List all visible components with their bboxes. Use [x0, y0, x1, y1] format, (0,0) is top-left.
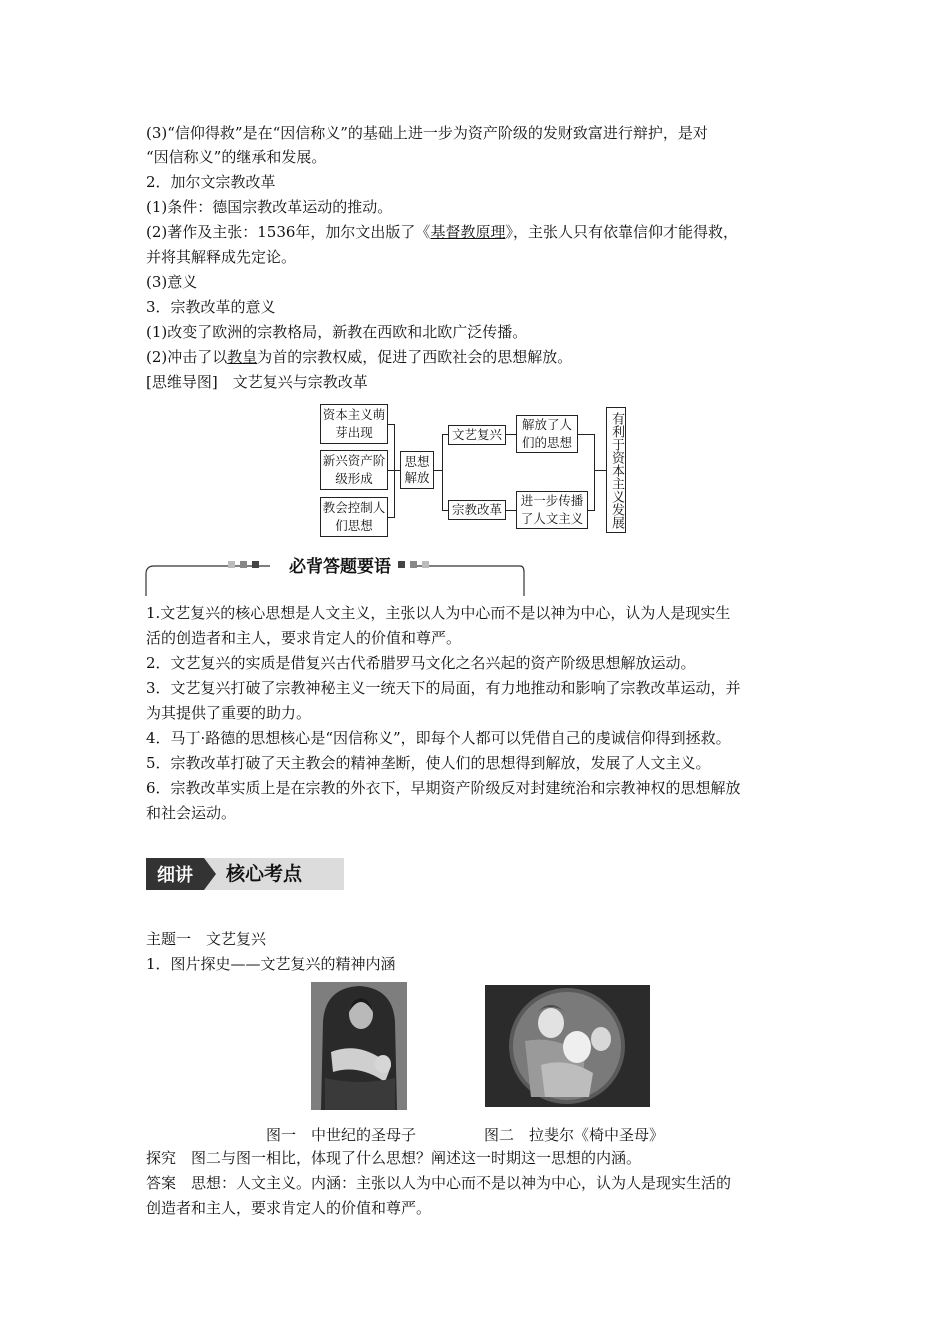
mindmap-reformation-box: 宗教改革 [448, 500, 506, 520]
text-line: 并将其解释成先定论。 [146, 248, 297, 266]
pope-prefix: (2)冲击了以 [146, 348, 228, 366]
caption-figure-2: 图二 拉斐尔《椅中圣母》 [484, 1126, 665, 1144]
text-line: (3)“信仰得救”是在“因信称义”的基础上进一步为资产阶级的发财致富进行辩护，是对 [146, 124, 708, 142]
pope-line [146, 346, 572, 368]
key-point-line: 活的创造者和主人，要求肯定人的价值和尊严。 [146, 629, 462, 647]
mindmap-renaissance-box: 文艺复兴 [448, 425, 506, 445]
answer-line: 创造者和主人，要求肯定人的价值和尊严。 [146, 1199, 432, 1217]
connector [578, 434, 594, 435]
text-line: “因信称义”的继承和发展。 [146, 148, 327, 166]
raphael-madonna-image [485, 985, 650, 1107]
connector [434, 470, 442, 471]
connector [394, 424, 395, 518]
key-point-line: 4．马丁·路德的思想核心是“因信称义”，即每个人都可以凭借自己的虔诚信仰得到拯救。 [146, 729, 731, 747]
medieval-madonna-image [311, 982, 407, 1110]
connector [442, 434, 443, 510]
mindmap-result-bottom: 进一步传播了人文主义 [516, 491, 588, 529]
calvin-book-title: 基督教原理 [430, 223, 506, 241]
banner-square [410, 561, 417, 568]
text-line: (1)条件：德国宗教改革运动的推动。 [146, 198, 393, 216]
key-point-line: 2．文艺复兴的实质是借复兴古代希腊罗马文化之名兴起的资产阶级思想解放运动。 [146, 654, 696, 672]
key-point-line: 和社会运动。 [146, 804, 237, 822]
pope-suffix: 为首的宗教权威，促进了西欧社会的思想解放。 [257, 348, 573, 366]
banner-square [228, 561, 235, 568]
text-line: 3．宗教改革的意义 [146, 298, 276, 316]
section-title: 核心考点 [226, 863, 303, 885]
banner-square [240, 561, 247, 568]
pope-word: 教皇 [227, 348, 258, 366]
calvin-suffix: 》，主张人只有依靠信仰才能得救， [505, 223, 738, 241]
banner-square [252, 561, 259, 568]
key-point-line: 1.文艺复兴的核心思想是人文主义，主张以人为中心而不是以神为中心，认为人是现实生 [146, 604, 731, 622]
connector [506, 434, 516, 435]
mindmap-center-box: 思想解放 [400, 451, 434, 489]
mindmap-heading: [思维导图] 文艺复兴与宗教改革 [146, 373, 368, 391]
section-arrow-icon [204, 858, 216, 890]
key-point-line: 5．宗教改革打破了天主教会的精神垄断，使人们的思想得到解放，发展了人文主义。 [146, 754, 711, 772]
banner-square [422, 561, 429, 568]
topic-heading: 主题一 文艺复兴 [146, 930, 267, 948]
inquiry-question: 探究 图二与图一相比，体现了什么思想？阐述这一时期这一思想的内涵。 [146, 1149, 642, 1167]
mindmap-box-capitalism: 资本主义萌芽出现 [320, 404, 388, 444]
calvin-work-line [146, 221, 738, 243]
text-line: 2．加尔文宗教改革 [146, 173, 276, 191]
key-point-line: 为其提供了重要的助力。 [146, 704, 312, 722]
text-line: (1)改变了欧洲的宗教格局，新教在西欧和北欧广泛传播。 [146, 323, 528, 341]
mindmap-final-box: 有利于资本主义发展 [606, 407, 626, 533]
banner-title: 必背答题要语 [270, 552, 410, 577]
section-tag: 细讲 [146, 858, 204, 890]
banner-square [398, 561, 405, 568]
connector [594, 434, 595, 511]
mindmap-result-top: 解放了人们的思想 [516, 415, 578, 453]
answer-line: 答案 思想：人文主义。内涵：主张以人为中心而不是以神为中心，认为人是现实生活的 [146, 1174, 732, 1192]
calvin-prefix: (2)著作及主张：1536年，加尔文出版了《 [146, 223, 431, 241]
mindmap-box-church: 教会控制人们思想 [320, 497, 388, 537]
text-line: (3)意义 [146, 273, 198, 291]
connector [506, 510, 516, 511]
key-point-line: 3．文艺复兴打破了宗教神秘主义一统天下的局面，有力地推动和影响了宗教改革运动，并 [146, 679, 741, 697]
subtopic-heading: 1．图片探史——文艺复兴的精神内涵 [146, 955, 396, 973]
key-point-line: 6．宗教改革实质上是在宗教的外衣下，早期资产阶级反对封建统治和宗教神权的思想解放 [146, 779, 741, 797]
caption-figure-1: 图一 中世纪的圣母子 [266, 1126, 417, 1144]
mindmap-box-bourgeoisie: 新兴资产阶级形成 [320, 450, 388, 490]
connector [594, 470, 606, 471]
